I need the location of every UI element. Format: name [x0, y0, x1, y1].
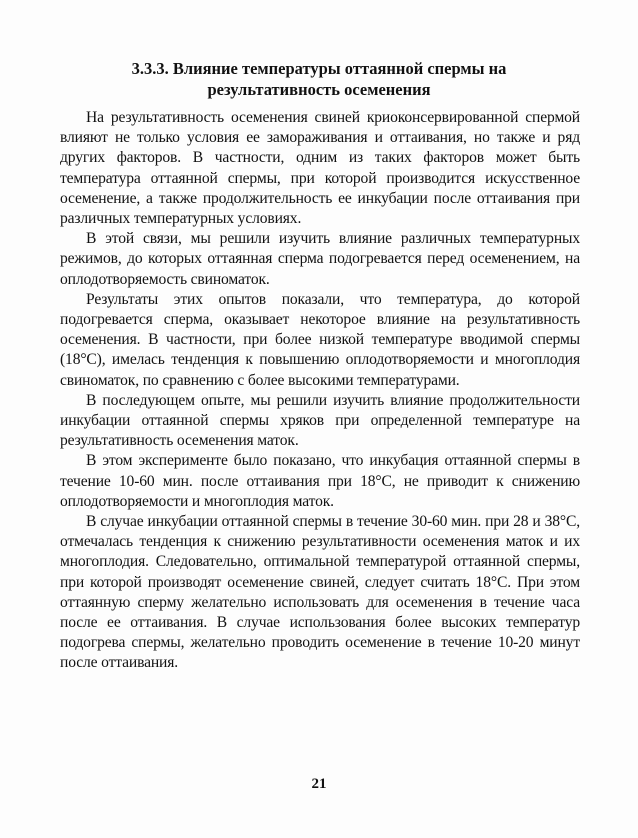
- paragraph-4: В последующем опыте, мы решили изучить влияние продолжительности инкубации оттаянной спермы хряков при определенной температуре на результативность осеменения маток.: [60, 391, 580, 450]
- section-heading-line-1: 3.3.3. Влияние температуры оттаянной спермы на: [131, 59, 507, 78]
- paragraph-1: На результативность осеменения свиней криоконсервированной спермой влияют не только условия ее замораживания и оттаивания, но также и ряд других факторов. В частности, одним из таких факторов может быть температура оттаянной спермы, при которой производится искусственное осеменение, а также продолжительность ее инкубации после оттаивания при различных температурных условиях.: [60, 109, 580, 228]
- body-text: [60, 108, 580, 674]
- paragraph-6: В случае инкубации оттаянной спермы в течение 30-60 мин. при 28 и 38°С, отмечалась тенденция к снижению результативности осеменения маток и их многоплодия. Следовательно, оптимальной температурой оттаянной спермы, при которой производят осеменение свиней, следует считать 18°С. При этом оттаянную сперму желательно использовать для осеменения в течение часа после ее оттаивания. В случае использования более высоких температур подогрева спермы, желательно проводить осеменение в течение 10-20 минут после оттаивания.: [60, 513, 580, 672]
- paragraph-2: В этой связи, мы решили изучить влияние различных температурных режимов, до которых оттаянная сперма подогревается перед осеменением, на оплодотворяемость свиноматок.: [60, 230, 580, 288]
- section-heading: [60, 58, 578, 100]
- paragraph-3: Результаты этих опытов показали, что температура, до которой подогревается сперма, оказывает некоторое влияние на результативность осеменения. В частности, при более низкой температуре вводимой спермы (18°С), имелась тенденция к повышению оплодотворяемости и многоплодия свиноматок, по сравнению с более высокими температурами.: [60, 290, 580, 389]
- paragraph-5: В этом эксперименте было показано, что инкубация оттаянной спермы в течение 10-60 мин. после оттаивания при 18°С, не приводит к снижению оплодотворяемости и многоплодия маток.: [60, 452, 580, 510]
- section-heading-line-2: результативность осеменения: [207, 80, 431, 99]
- page-number: 21: [311, 776, 327, 792]
